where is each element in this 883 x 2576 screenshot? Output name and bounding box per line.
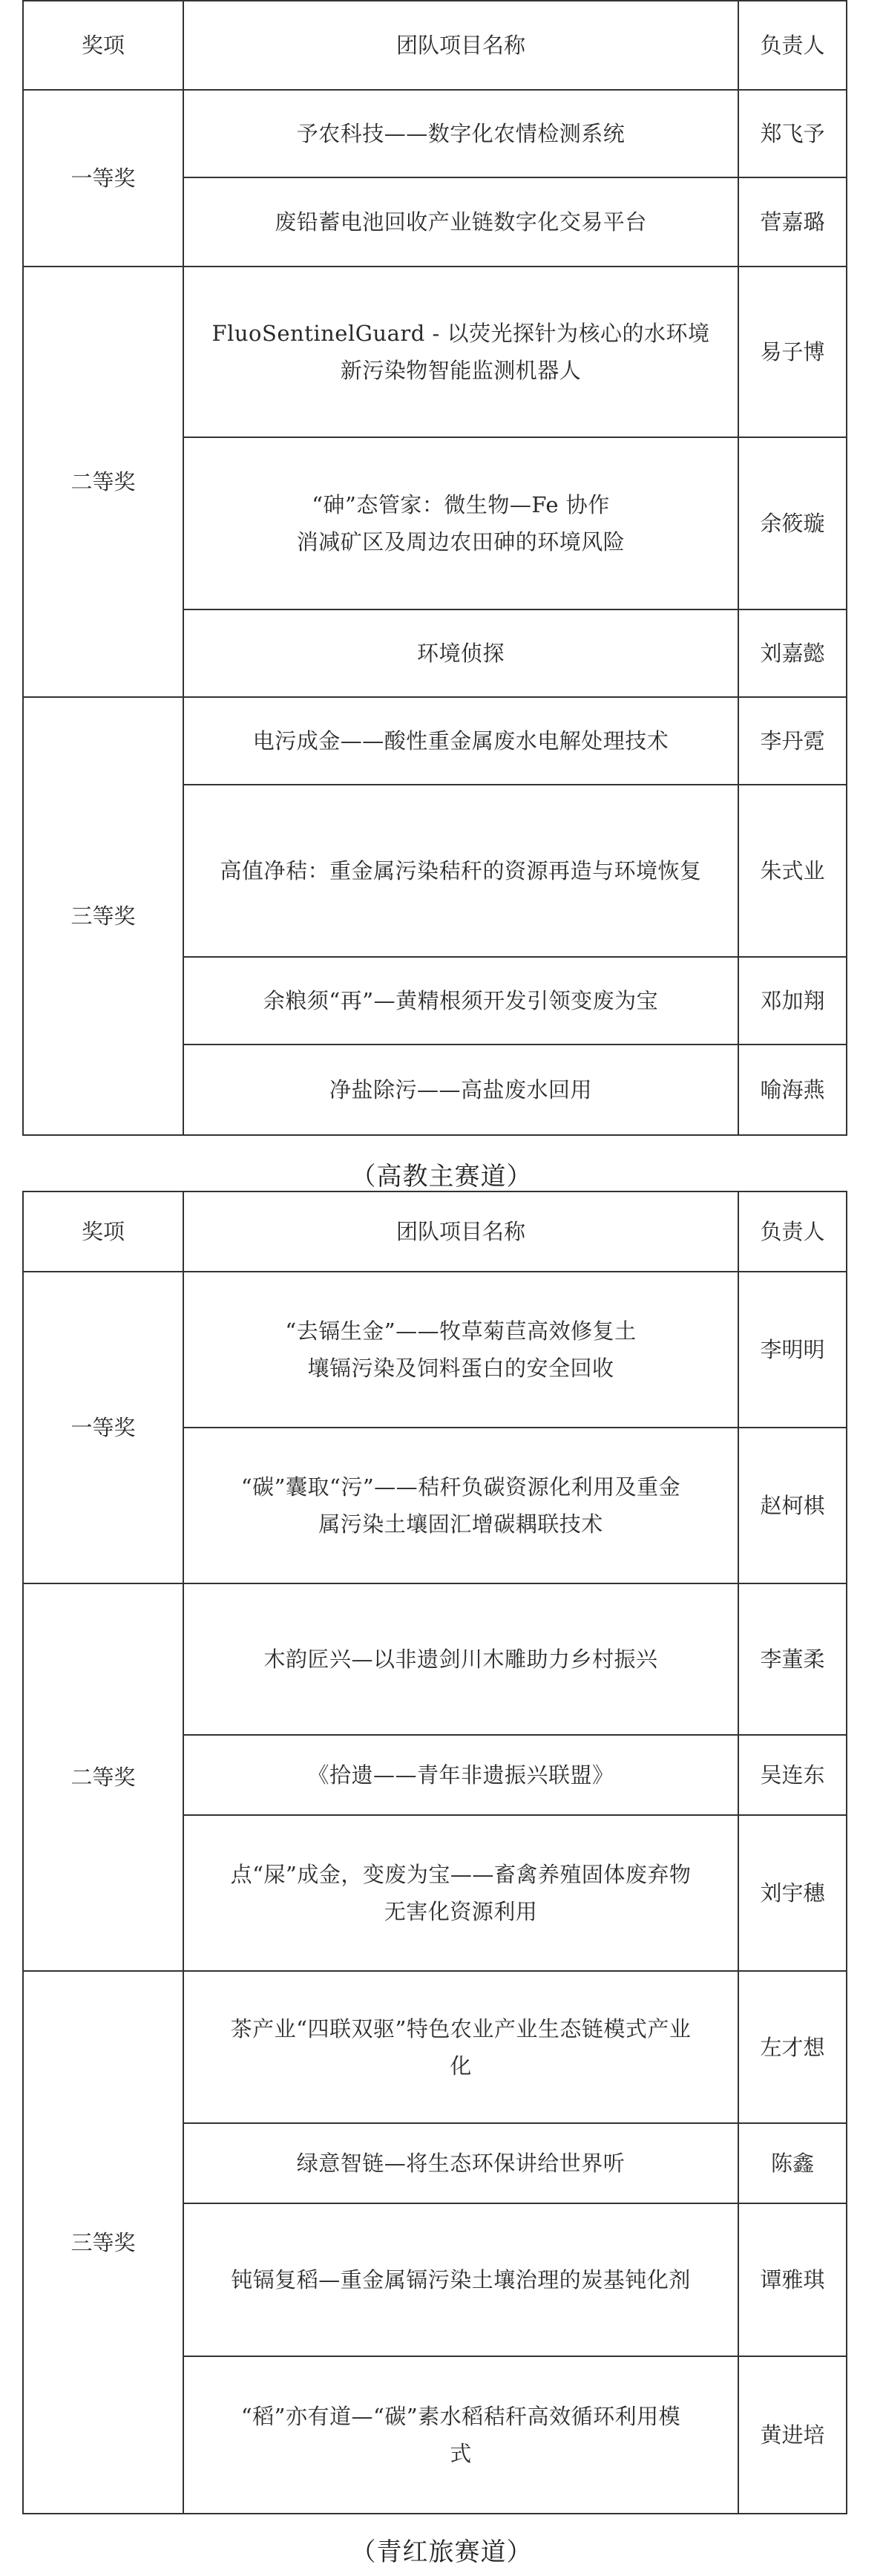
leader-name: 易子博 bbox=[738, 267, 847, 437]
project-name: 木韵匠兴—以非遗剑川木雕助力乡村振兴 bbox=[183, 1583, 738, 1735]
project-name: 钝镉复稻—重金属镉污染土壤治理的炭基钝化剂 bbox=[183, 2203, 738, 2356]
table-row bbox=[23, 1583, 847, 1735]
award-table-higher-education bbox=[22, 0, 847, 1136]
leader-name: 吴连东 bbox=[738, 1735, 847, 1815]
leader-name: 刘宇穗 bbox=[738, 1815, 847, 1971]
project-name: 环境侦探 bbox=[183, 609, 738, 697]
project-name: 点“屎”成金，变废为宝——畜禽养殖固体废弃物 无害化资源利用 bbox=[183, 1815, 738, 1971]
project-name: 高值净秸：重金属污染秸秆的资源再造与环境恢复 bbox=[183, 785, 738, 957]
project-name: FluoSentinelGuard - 以荧光探针为核心的水环境 新污染物智能监测机器人 bbox=[183, 267, 738, 437]
header-project: 团队项目名称 bbox=[183, 1, 738, 90]
header-award: 奖项 bbox=[23, 1, 183, 90]
header-leader: 负责人 bbox=[738, 1191, 847, 1272]
leader-name: 李董柔 bbox=[738, 1583, 847, 1735]
leader-name: 李明明 bbox=[738, 1272, 847, 1428]
award-level-first: 一等奖 bbox=[23, 90, 183, 267]
leader-name: 朱式业 bbox=[738, 785, 847, 957]
award-level-first: 一等奖 bbox=[23, 1272, 183, 1583]
leader-name: 李丹霓 bbox=[738, 697, 847, 785]
project-name: 绿意智链—将生态环保讲给世界听 bbox=[183, 2123, 738, 2203]
table-header-row bbox=[23, 1, 847, 90]
table-row bbox=[23, 267, 847, 437]
award-level-third: 三等奖 bbox=[23, 1971, 183, 2514]
leader-name: 郑飞予 bbox=[738, 90, 847, 177]
award-table-red-tourism bbox=[22, 1191, 847, 2514]
project-name: 予农科技——数字化农情检测系统 bbox=[183, 90, 738, 177]
award-level-second: 二等奖 bbox=[23, 1583, 183, 1971]
leader-name: 刘嘉懿 bbox=[738, 609, 847, 697]
project-name: 废铅蓄电池回收产业链数字化交易平台 bbox=[183, 177, 738, 267]
table-caption-red-tourism: （青红旅赛道） bbox=[350, 2537, 533, 2567]
leader-name: 菅嘉璐 bbox=[738, 177, 847, 267]
leader-name: 谭雅琪 bbox=[738, 2203, 847, 2356]
project-name: “稻”亦有道—“碳”素水稻秸秆高效循环利用模 式 bbox=[183, 2356, 738, 2514]
project-name: 电污成金——酸性重金属废水电解处理技术 bbox=[183, 697, 738, 785]
leader-name: 喻海燕 bbox=[738, 1045, 847, 1135]
project-name: 余粮须“再”—黄精根须开发引领变废为宝 bbox=[183, 957, 738, 1045]
leader-name: 陈鑫 bbox=[738, 2123, 847, 2203]
table-row bbox=[23, 90, 847, 177]
leader-name: 余筱璇 bbox=[738, 437, 847, 609]
leader-name: 邓加翔 bbox=[738, 957, 847, 1045]
table-row bbox=[23, 1272, 847, 1428]
table-header-row bbox=[23, 1191, 847, 1272]
table-row bbox=[23, 697, 847, 785]
project-name: “碳”囊取“污”——秸秆负碳资源化利用及重金 属污染土壤固汇增碳耦联技术 bbox=[183, 1428, 738, 1583]
project-name: 《拾遗——青年非遗振兴联盟》 bbox=[183, 1735, 738, 1815]
table-row bbox=[23, 1971, 847, 2123]
header-leader: 负责人 bbox=[738, 1, 847, 90]
leader-name: 赵柯棋 bbox=[738, 1428, 847, 1583]
award-level-second: 二等奖 bbox=[23, 267, 183, 697]
leader-name: 黄进培 bbox=[738, 2356, 847, 2514]
table-caption-higher-education: （高教主赛道） bbox=[350, 1162, 533, 1191]
project-name: “去镉生金”——牧草菊苣高效修复土 壤镉污染及饲料蛋白的安全回收 bbox=[183, 1272, 738, 1428]
project-name: “砷”态管家：微生物—Fe 协作 消减矿区及周边农田砷的环境风险 bbox=[183, 437, 738, 609]
project-name: 净盐除污——高盐废水回用 bbox=[183, 1045, 738, 1135]
header-project: 团队项目名称 bbox=[183, 1191, 738, 1272]
header-award: 奖项 bbox=[23, 1191, 183, 1272]
leader-name: 左才想 bbox=[738, 1971, 847, 2123]
project-name: 茶产业“四联双驱”特色农业产业生态链模式产业 化 bbox=[183, 1971, 738, 2123]
award-level-third: 三等奖 bbox=[23, 697, 183, 1135]
